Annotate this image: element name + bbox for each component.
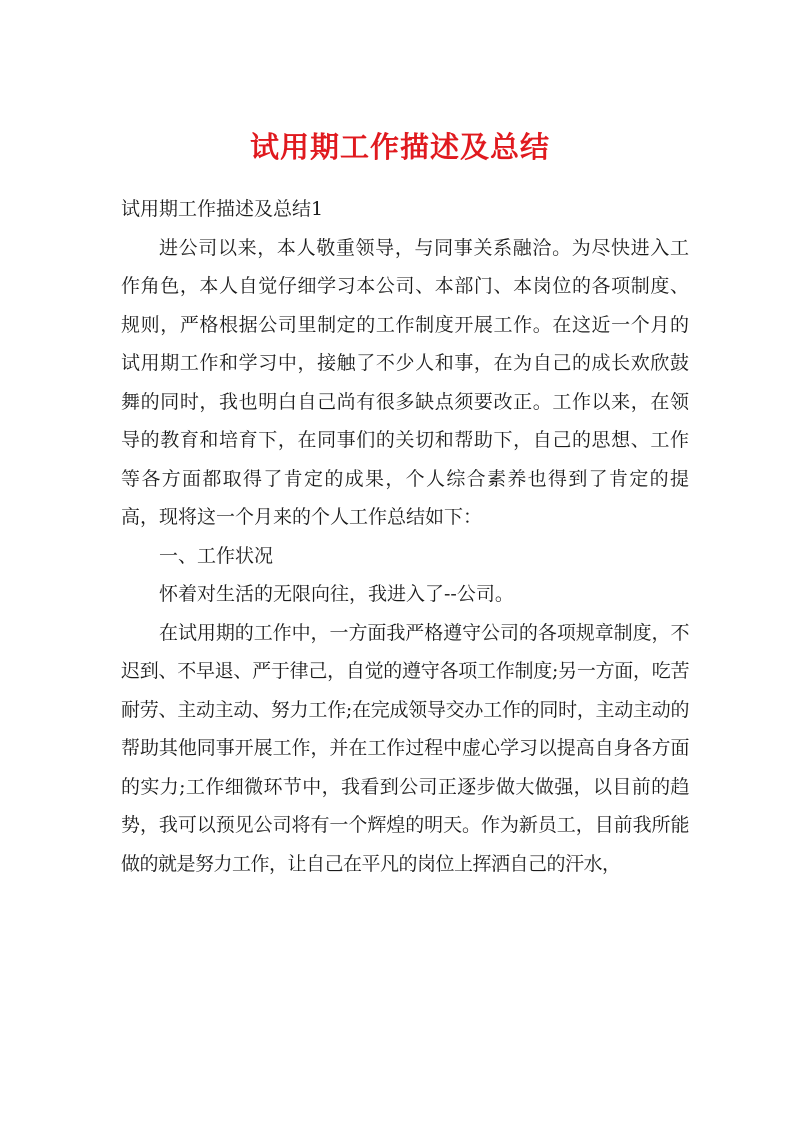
paragraph-probation-work: 在试用期的工作中，一方面我严格遵守公司的各项规章制度，不迟到、不早退、严于律己，自觉的遵守各项工作制度;另一方面，吃苦耐劳、主动主动、努力工作;在完成领导交办工作的同时，主动主动的帮助其他同事开展工作，并在工作过程中虚心学习以提高自身各方面的实力;工作细微环节中，我看到公司正逐步做大做强，以目前的趋势，我可以预见公司将有一个辉煌的明天。作为新员工，目前我所能做的就是努力工作，让自己在平凡的岗位上挥洒自己的汗水， (121, 621, 689, 875)
paragraph-intro: 进公司以来，本人敬重领导，与同事关系融洽。为尽快进入工作角色，本人自觉仔细学习本公司、本部门、本岗位的各项制度、规则，严格根据公司里制定的工作制度开展工作。在这近一个月的试用期工作和学习中，接触了不少人和事，在为自己的成长欢欣鼓舞的同时，我也明白自己尚有很多缺点须要改正。工作以来，在领导的教育和培育下，在同事们的关切和帮助下，自己的思想、工作等各方面都取得了肯定的成果，个人综合素养也得到了肯定的提高，现将这一个月来的个人工作总结如下： (121, 236, 689, 528)
paragraph-work-status-heading: 一、工作状况 (159, 544, 274, 567)
document-title: 试用期工作描述及总结 (249, 130, 550, 164)
paragraph-joining-company: 怀着对生活的无限向往，我进入了--公司。 (159, 583, 514, 605)
document-body (121, 190, 689, 883)
section-heading: 试用期工作描述及总结1 (121, 198, 324, 220)
